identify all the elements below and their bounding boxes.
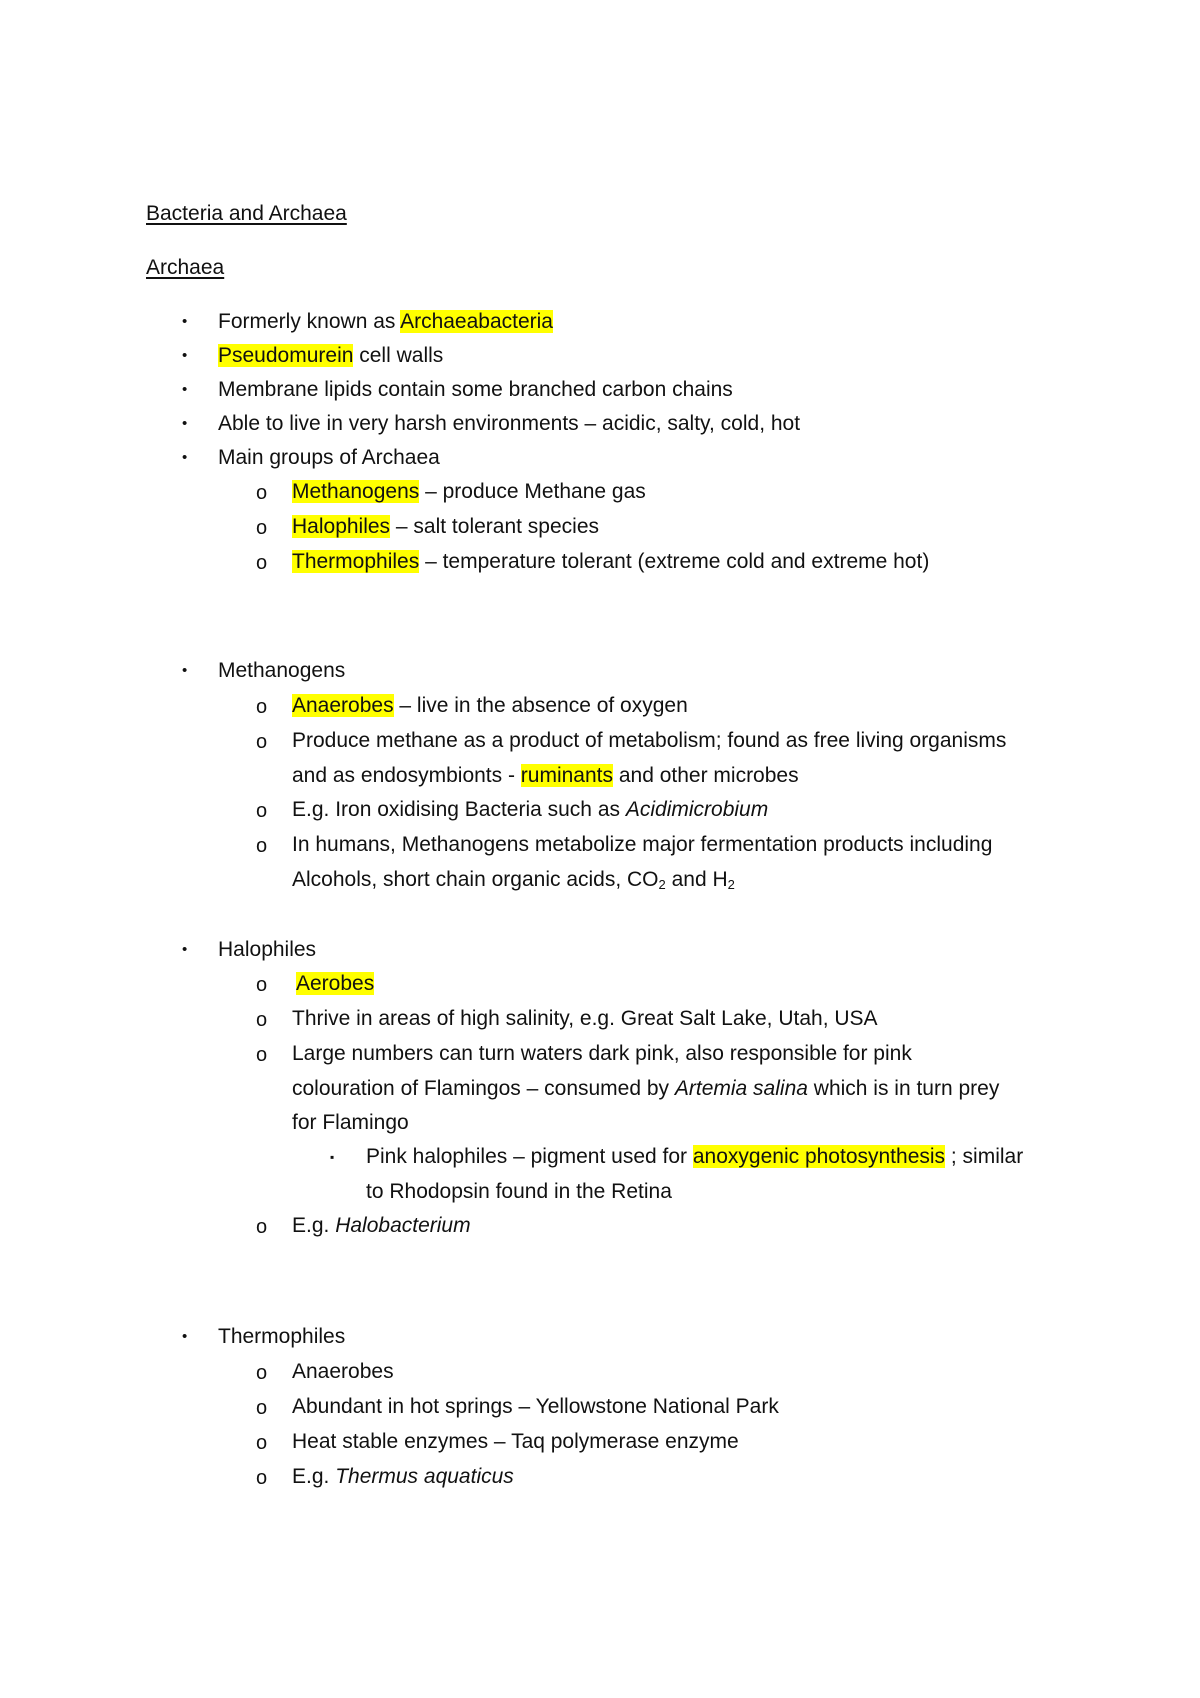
highlight: Halophiles: [292, 515, 391, 538]
list-item: Formerly known as Archaeabacteria: [218, 310, 553, 333]
sub-sub-list-item-continuation: to Rhodopsin found in the Retina: [366, 1180, 672, 1203]
circle-bullet-icon: o: [256, 731, 268, 753]
circle-bullet-icon: o: [256, 800, 268, 822]
highlight: Aerobes: [296, 972, 375, 995]
circle-bullet-icon: o: [256, 835, 268, 857]
sub-list-item: Produce methane as a product of metabolism; found as free living organisms: [292, 729, 1007, 752]
section-heading: Archaea: [146, 256, 225, 279]
sub-list-item-continuation: colouration of Flamingos – consumed by Artemia salina which is in turn prey: [292, 1077, 1000, 1100]
sub-list-item: Heat stable enzymes – Taq polymerase enzyme: [292, 1430, 739, 1453]
highlight: ruminants: [520, 764, 613, 787]
bullet-icon: •: [182, 449, 188, 466]
bullet-icon: •: [182, 347, 188, 364]
square-bullet-icon: ▪: [330, 1150, 335, 1164]
circle-bullet-icon: o: [256, 1467, 268, 1489]
list-item: Main groups of Archaea: [218, 446, 440, 469]
circle-bullet-icon: o: [256, 974, 268, 996]
highlight: Anaerobes: [292, 694, 394, 717]
sub-list-item: Thermophiles – temperature tolerant (extreme cold and extreme hot): [292, 550, 930, 573]
sub-list-item: E.g. Thermus aquaticus: [292, 1465, 514, 1488]
sub-list-item: Anaerobes: [292, 1360, 394, 1383]
circle-bullet-icon: o: [256, 1009, 268, 1031]
sub-list-item: E.g. Halobacterium: [292, 1214, 471, 1237]
circle-bullet-icon: o: [256, 517, 268, 539]
circle-bullet-icon: o: [256, 482, 268, 504]
circle-bullet-icon: o: [256, 696, 268, 718]
list-item: Membrane lipids contain some branched carbon chains: [218, 378, 733, 401]
list-item: Thermophiles: [218, 1325, 346, 1348]
sub-list-item: Abundant in hot springs – Yellowstone National Park: [292, 1395, 779, 1418]
bullet-icon: •: [182, 941, 188, 958]
sub-list-item: [296, 970, 374, 998]
highlight: Pseudomurein: [218, 344, 354, 367]
sub-list-item: E.g. Iron oxidising Bacteria such as Acidimicrobium: [292, 798, 769, 821]
bullet-icon: •: [182, 662, 188, 679]
circle-bullet-icon: o: [256, 1432, 268, 1454]
list-item: Pseudomurein cell walls: [218, 344, 444, 367]
list-item: Halophiles: [218, 938, 317, 961]
bullet-icon: •: [182, 381, 188, 398]
sub-list-item-continuation: for Flamingo: [292, 1111, 409, 1134]
sub-list-item: Large numbers can turn waters dark pink, also responsible for pink: [292, 1042, 912, 1065]
sub-list-item: Anaerobes – live in the absence of oxygen: [292, 694, 688, 717]
sub-list-item: In humans, Methanogens metabolize major fermentation products including: [292, 833, 993, 856]
page-title: Bacteria and Archaea: [146, 202, 347, 225]
circle-bullet-icon: o: [256, 1362, 268, 1384]
highlight: Methanogens: [292, 480, 420, 503]
sub-list-item-continuation: Alcohols, short chain organic acids, $CO_2$ and $H_2$: [292, 868, 735, 892]
bullet-icon: •: [182, 313, 188, 330]
sub-list-item: Thrive in areas of high salinity, e.g. Great Salt Lake, Utah, USA: [292, 1007, 878, 1030]
circle-bullet-icon: o: [256, 1216, 268, 1238]
sub-list-item: Methanogens – produce Methane gas: [292, 480, 646, 503]
highlight: Archaeabacteria: [400, 310, 553, 333]
circle-bullet-icon: o: [256, 1044, 268, 1066]
circle-bullet-icon: o: [256, 552, 268, 574]
bullet-icon: •: [182, 415, 188, 432]
sub-sub-list-item: Pink halophiles – pigment used for anoxygenic photosynthesis ; similar: [366, 1145, 1024, 1168]
sub-list-item-continuation: and as endosymbionts - ruminants and other microbes: [292, 764, 799, 787]
sub-list-item: Halophiles – salt tolerant species: [292, 515, 600, 538]
circle-bullet-icon: o: [256, 1397, 268, 1419]
list-item: Methanogens: [218, 659, 346, 682]
list-item: Able to live in very harsh environments – acidic, salty, cold, hot: [218, 412, 801, 435]
bullet-icon: •: [182, 1328, 188, 1345]
highlight: Thermophiles: [292, 550, 420, 573]
highlight: anoxygenic photosynthesis: [692, 1145, 946, 1168]
